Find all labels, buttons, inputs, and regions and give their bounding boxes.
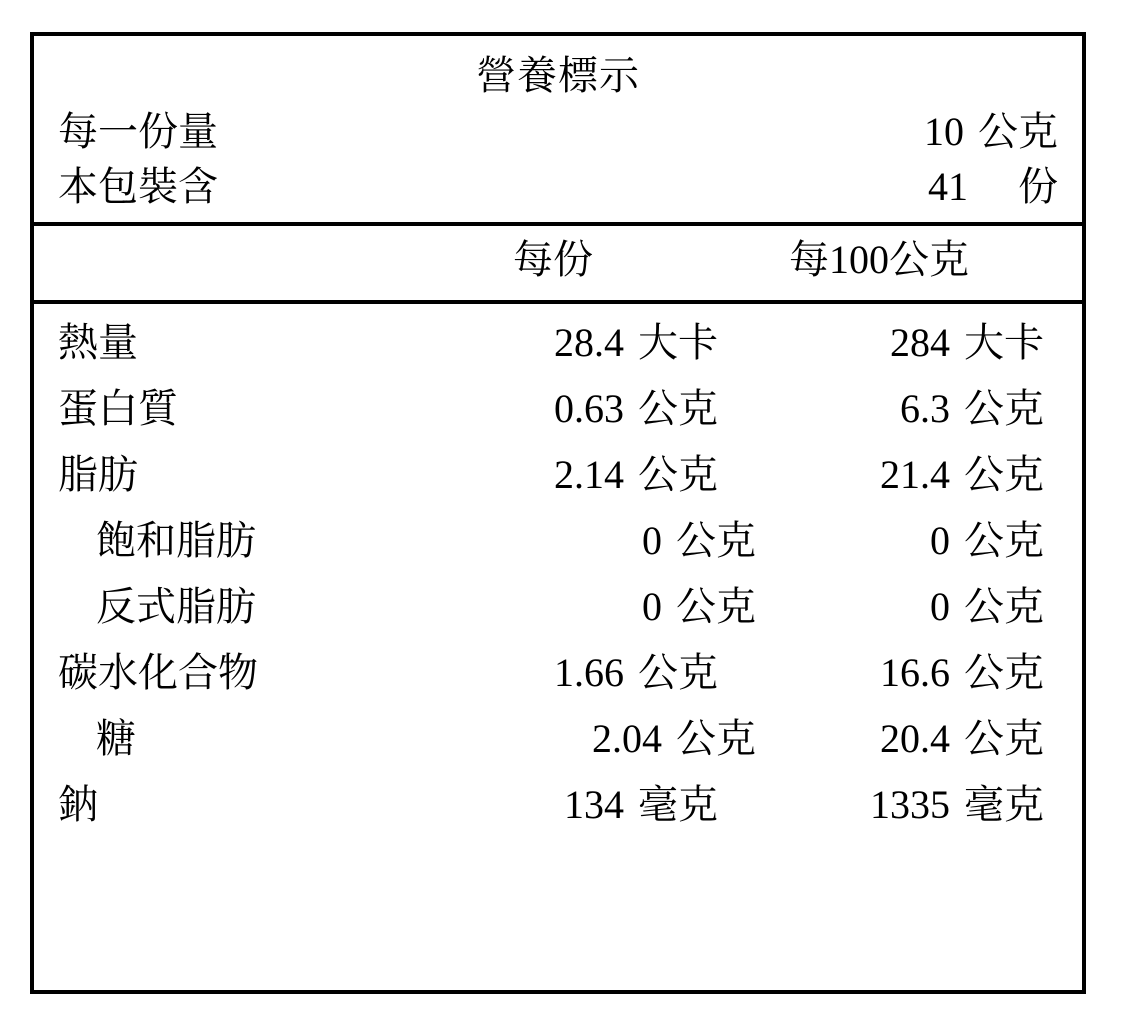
- per-100g-value: 16.6: [880, 650, 950, 696]
- per-100g-unit: 公克: [964, 518, 1044, 564]
- per-100g-unit: 公克: [964, 716, 1044, 762]
- per-serving-unit: 公克: [638, 650, 718, 696]
- nutrient-rows: [34, 304, 1082, 838]
- serving-size-row: [58, 104, 1058, 159]
- per-serving-value: 1.66: [554, 650, 624, 696]
- serving-size-label: 每一份量: [58, 109, 218, 154]
- servings-per-container-label: 本包裝含: [58, 164, 218, 210]
- per-serving-cell: [426, 584, 778, 630]
- per-serving-value: 28.4: [554, 320, 624, 366]
- serving-info: [34, 104, 1082, 214]
- per-100g-unit: 公克: [964, 584, 1044, 630]
- servings-per-container-value-group: [908, 159, 1058, 214]
- per-serving-cell: [388, 782, 740, 828]
- nutrient-name: 脂肪: [58, 452, 138, 498]
- per-serving-cell: [388, 386, 740, 432]
- serving-size-value: 10: [924, 109, 964, 154]
- panel-title: 營養標示: [476, 53, 640, 98]
- servings-per-container-value: 41: [928, 164, 968, 210]
- per-100g-value: 1335: [870, 782, 950, 828]
- nutrient-name: 熱量: [58, 320, 138, 366]
- table-row: [58, 310, 1058, 376]
- per-100g-value: 0: [930, 584, 950, 630]
- per-serving-value: 2.14: [554, 452, 624, 498]
- table-row: [58, 640, 1058, 706]
- per-serving-value: 0: [642, 584, 662, 630]
- per-100g-value: 0: [930, 518, 950, 564]
- column-header-name: [58, 240, 388, 280]
- column-header-per-100g: 每100公克: [789, 237, 969, 283]
- per-serving-value: 0.63: [554, 386, 624, 432]
- per-100g-value: 284: [890, 320, 950, 366]
- per-serving-cell: [388, 650, 740, 696]
- per-100g-unit: 公克: [964, 386, 1044, 432]
- table-row: [58, 574, 1058, 640]
- servings-per-container-row: [58, 159, 1058, 214]
- nutrition-facts-panel: [30, 32, 1086, 994]
- table-row: [58, 772, 1058, 838]
- per-100g-cell: [778, 584, 1058, 630]
- per-100g-value: 21.4: [880, 452, 950, 498]
- per-serving-unit: 公克: [638, 452, 718, 498]
- per-100g-unit: 公克: [964, 650, 1044, 696]
- per-100g-unit: 大卡: [964, 320, 1044, 366]
- per-serving-unit: 公克: [676, 716, 756, 762]
- per-100g-unit: 毫克: [964, 782, 1044, 828]
- per-100g-cell: [740, 320, 1058, 366]
- nutrient-name: 碳水化合物: [58, 650, 258, 696]
- per-serving-unit: 公克: [676, 584, 756, 630]
- per-100g-cell: [778, 716, 1058, 762]
- serving-size-value-group: [924, 104, 1058, 159]
- column-header-per-serving: 每份: [513, 237, 593, 283]
- per-serving-unit: 大卡: [638, 320, 718, 366]
- nutrient-name: 反式脂肪: [96, 584, 256, 630]
- table-row: [58, 442, 1058, 508]
- per-100g-value: 20.4: [880, 716, 950, 762]
- per-100g-cell: [740, 386, 1058, 432]
- per-100g-cell: [740, 452, 1058, 498]
- table-row: [58, 508, 1058, 574]
- nutrient-name: 糖: [96, 716, 136, 762]
- nutrient-name: 鈉: [58, 782, 98, 828]
- servings-per-container-unit: 份: [1018, 164, 1058, 210]
- column-header-row: [34, 226, 1082, 292]
- nutrient-name: 飽和脂肪: [96, 518, 256, 564]
- per-serving-unit: 公克: [676, 518, 756, 564]
- per-100g-cell: [740, 650, 1058, 696]
- per-100g-cell: [740, 782, 1058, 828]
- per-serving-unit: 毫克: [638, 782, 718, 828]
- per-serving-value: 134: [564, 782, 624, 828]
- per-serving-cell: [426, 518, 778, 564]
- per-serving-cell: [388, 320, 740, 366]
- per-serving-cell: [426, 716, 778, 762]
- per-100g-cell: [778, 518, 1058, 564]
- per-serving-value: 2.04: [592, 716, 662, 762]
- per-100g-value: 6.3: [900, 386, 950, 432]
- nutrient-name: 蛋白質: [58, 386, 178, 432]
- table-row: [58, 706, 1058, 772]
- per-serving-unit: 公克: [638, 386, 718, 432]
- table-row: [58, 376, 1058, 442]
- per-serving-cell: [388, 452, 740, 498]
- serving-size-unit: 公克: [978, 109, 1058, 154]
- per-serving-value: 0: [642, 518, 662, 564]
- per-100g-unit: 公克: [964, 452, 1044, 498]
